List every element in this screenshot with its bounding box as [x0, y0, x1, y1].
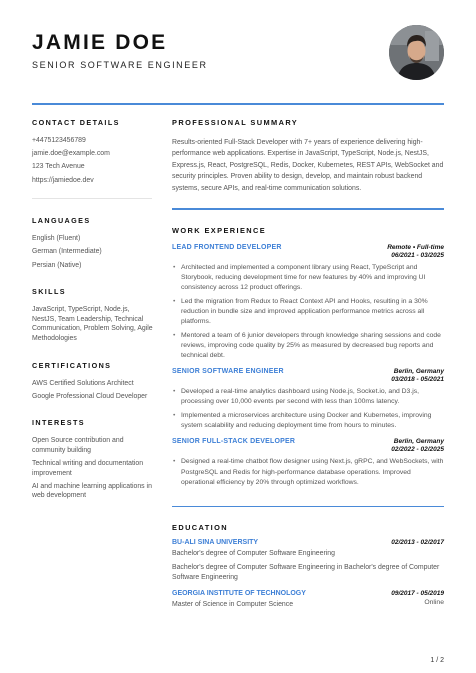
job-meta	[391, 438, 444, 455]
school-detail: Bachelor's degree of Computer Software Engineering in Bachelor's degree of Computer Software Engineering	[172, 563, 440, 582]
job-dates: 06/2021 - 03/2025	[391, 251, 444, 259]
job-entry	[172, 438, 444, 488]
interests-heading: INTERESTS	[32, 418, 85, 428]
languages-heading: LANGUAGES	[32, 216, 91, 226]
education-section	[172, 523, 444, 610]
certification-item: Google Professional Cloud Developer	[32, 392, 148, 400]
left-column	[32, 118, 154, 518]
job-bullet: • Designed a real-time chatbot flow designer using Next.js, gRPC, and WebSockets, with PostgreSQL and Redis for high-performance database operations. Improved operational efficiency by 20% through optimized workflows.	[172, 457, 444, 488]
job-title: SENIOR FULL-STACK DEVELOPER	[172, 438, 296, 446]
school-dates: 02/2013 - 02/2017	[391, 539, 444, 547]
header-divider	[32, 103, 444, 105]
job-meta	[391, 368, 444, 385]
experience-heading: WORK EXPERIENCE	[172, 225, 267, 235]
candidate-title: SENIOR SOFTWARE ENGINEER	[32, 60, 208, 70]
language-item: Persian (Native)	[32, 261, 82, 269]
job-dates: 03/2018 - 05/2021	[391, 376, 444, 384]
job-location: Remote • Full-time	[387, 243, 444, 251]
job-title: SENIOR SOFTWARE ENGINEER	[172, 368, 284, 376]
certification-item: AWS Certified Solutions Architect	[32, 379, 134, 387]
job-bullet: • Architected and implemented a component library using React, TypeScript and Storybook, reducing development time for new features by 40% and improving UI consistency across 12 product offerings.	[172, 263, 444, 294]
job-bullet: • Led the migration from Redux to React Context API and Hooks, resulting in a 30% reduction in bundle size and improved application performance metrics across all platforms.	[172, 297, 444, 328]
candidate-name: JAMIE DOE	[32, 31, 168, 54]
summary-section	[172, 118, 444, 194]
job-location: Berlin, Germany	[393, 368, 444, 376]
job-entry	[172, 244, 444, 362]
job-bullets	[172, 457, 444, 488]
job-meta	[387, 244, 444, 261]
avatar	[389, 25, 444, 80]
skills-text: JavaScript, TypeScript, Node.js, NestJS, Team Leadership, Technical Communication, Problem Solving, Agile Methodologies	[32, 306, 153, 342]
job-location: Berlin, Germany	[393, 438, 444, 446]
school-dates: 09/2017 - 05/2019	[391, 590, 444, 598]
contact-email[interactable]: jamie.doe@example.com	[32, 150, 110, 158]
contact-phone[interactable]: +4475123456789	[32, 137, 86, 144]
education-heading: EDUCATION	[172, 523, 228, 533]
school-mode: Online	[424, 599, 444, 607]
contact-address: 123 Tech Avenue	[32, 163, 85, 171]
section-divider	[172, 506, 444, 508]
interests-section	[32, 418, 154, 501]
section-divider	[32, 198, 152, 199]
education-entry	[172, 539, 444, 584]
job-entry	[172, 368, 444, 431]
certifications-heading: CERTIFICATIONS	[32, 360, 112, 370]
school-degree: Bachelor's degree of Computer Software Engineering	[172, 550, 335, 558]
page-number: 1 / 2	[430, 657, 444, 664]
languages-section	[32, 216, 154, 270]
school-degree: Master of Science in Computer Science	[172, 601, 294, 609]
summary-heading: PROFESSIONAL SUMMARY	[172, 118, 299, 127]
school-name: BU-ALI SINA UNIVERSITY	[172, 539, 259, 547]
interest-item: AI and machine learning applications in web development	[32, 482, 152, 500]
contact-heading: CONTACT DETAILS	[32, 118, 120, 127]
experience-section	[172, 226, 444, 488]
job-title: LEAD FRONTEND DEVELOPER	[172, 243, 282, 251]
language-item: German (Intermediate)	[32, 248, 102, 256]
skills-section	[32, 287, 154, 343]
contact-website[interactable]: https://jamiedoe.dev	[32, 176, 94, 184]
interest-item: Technical writing and documentation improvement	[32, 460, 144, 477]
person-photo-icon	[389, 25, 444, 80]
school-name: GEORGIA INSTITUTE OF TECHNOLOGY	[172, 590, 306, 598]
education-entry	[172, 590, 444, 610]
job-bullets	[172, 263, 444, 362]
contact-section	[32, 118, 154, 185]
job-bullet: • Mentored a team of 6 junior developers through knowledge sharing sessions and code reviews, improving code quality by 25% as measured by decreased bug reports and technical debt.	[172, 331, 444, 362]
job-dates: 02/2022 - 02/2025	[391, 446, 444, 454]
section-divider	[172, 208, 444, 210]
certifications-section	[32, 361, 154, 402]
job-bullets	[172, 387, 444, 431]
job-bullet: • Implemented a microservices architecture using Docker and Kubernetes, improving system scalability and reducing deployment time from hours to minutes.	[172, 411, 444, 431]
job-bullet: • Developed a real-time analytics dashboard using Node.js, Socket.io, and D3.js, processing over 10,000 events per second with less than 100ms latency.	[172, 387, 444, 407]
language-item: English (Fluent)	[32, 235, 81, 243]
school-degree-row	[172, 599, 444, 610]
summary-text: Results-oriented Full-Stack Developer with 7+ years of experience delivering high-performance web applications. Expertise in JavaScript, TypeScript, Node.js, NestJS, Express.js, React, PostgreSQL, Redis, Docker, Kubernetes, REST APIs, WebSocket and security principles. Proven ability to design, develop, and maintain robust backend systems, secure APIs, and real-time communication solutions.	[172, 139, 444, 192]
right-column	[172, 118, 444, 610]
interest-item: Open Source contribution and community building	[32, 437, 124, 454]
skills-heading: SKILLS	[32, 287, 66, 297]
